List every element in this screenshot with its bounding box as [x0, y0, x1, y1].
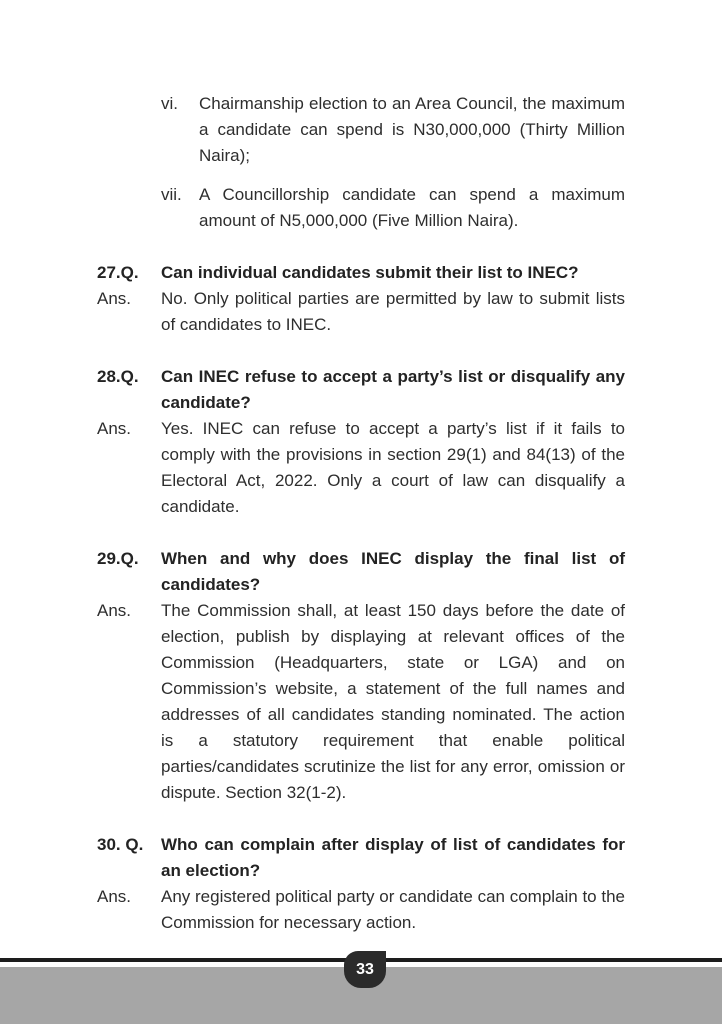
answer-text: The Commission shall, at least 150 days before the date of election, publish by displaying at relevant offices of the Commission (Headquarters, state or LGA) and on Commission’s website, a statement of the full names and addresses of all candidates standing nominated. The action is a statutory requirement that enable political parties/candidates scrutinize the list for any error, omission or dispute. Section 32(1-2). — [161, 601, 625, 802]
qa-block — [97, 260, 625, 338]
answer-label: Ans. — [97, 289, 132, 308]
page-number-badge — [344, 951, 386, 988]
list-item-text: Chairmanship election to an Area Council, the maximum a candidate can spend is N30,000,000 (Thirty Million Naira); — [199, 94, 625, 165]
qa-block — [97, 832, 625, 936]
question-text: Can INEC refuse to accept a party’s list or disqualify any candidate? — [161, 367, 625, 412]
question-number: 29.Q. — [97, 549, 139, 568]
answer-label: Ans. — [97, 601, 132, 620]
page-number: 33 — [356, 960, 374, 978]
question-text: Who can complain after display of list of candidates for an election? — [161, 835, 625, 880]
answer-row — [97, 286, 625, 338]
answer-text: Yes. INEC can refuse to accept a party’s list if it fails to comply with the provisions in section 29(1) and 84(13) of the Electoral Act, 2022. Only a court of law can disqualify a candidate. — [161, 419, 625, 516]
question-text: When and why does INEC display the final list of candidates? — [161, 549, 625, 594]
answer-label: Ans. — [97, 419, 132, 438]
qa-block — [97, 364, 625, 520]
answer-row — [97, 416, 625, 520]
list-marker: vi. — [161, 94, 178, 113]
question-row — [97, 260, 625, 286]
answer-text: Any registered political party or candidate can complain to the Commission for necessary action. — [161, 887, 625, 932]
question-number: 27.Q. — [97, 263, 139, 282]
list-item-text: A Councillorship candidate can spend a maximum amount of N5,000,000 (Five Million Naira). — [199, 185, 625, 230]
answer-label: Ans. — [97, 887, 132, 906]
answer-text: No. Only political parties are permitted by law to submit lists of candidates to INEC. — [161, 289, 625, 334]
question-row — [97, 364, 625, 416]
question-row — [97, 546, 625, 598]
page-content — [97, 91, 625, 936]
question-row — [97, 832, 625, 884]
list-item — [161, 91, 625, 169]
list-item — [161, 182, 625, 234]
list-marker: vii. — [161, 185, 182, 204]
qa-block — [97, 546, 625, 806]
question-number: 30. Q. — [97, 835, 144, 854]
answer-row — [97, 884, 625, 936]
answer-row — [97, 598, 625, 806]
question-number: 28.Q. — [97, 367, 139, 386]
question-text: Can individual candidates submit their list to INEC? — [161, 263, 579, 282]
